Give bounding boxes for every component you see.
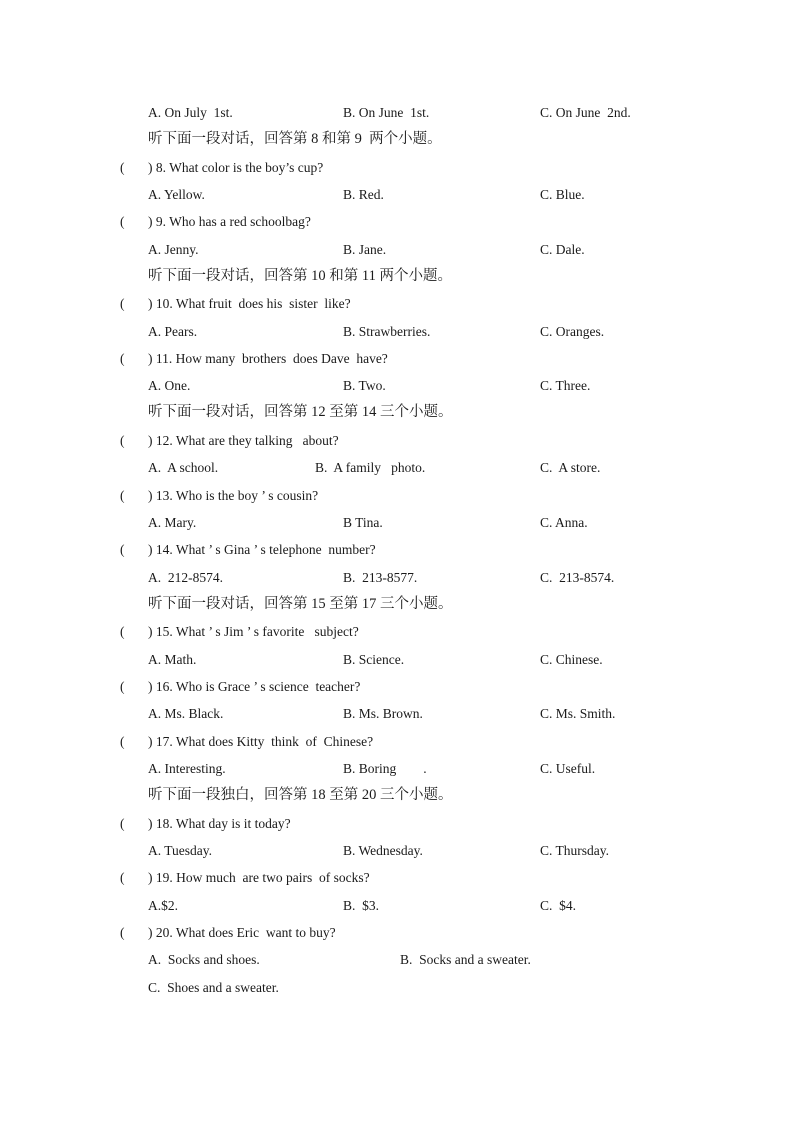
- q13-option-b: B Tina.: [343, 515, 383, 530]
- question-q13: ) 13. Who is the boy ’ s cousin?: [148, 488, 319, 503]
- q11-option-c: C. Three.: [540, 378, 591, 393]
- section-heading-5: 听下面一段独白，回答第 18 至第 20 三个小题。: [148, 787, 453, 803]
- question-q12: ) 12. What are they talking about?: [148, 433, 339, 448]
- question-q20: ) 20. What does Eric want to buy?: [148, 925, 336, 940]
- q11-option-b: B. Two.: [343, 378, 386, 393]
- q7-option-b: B. On June 1st.: [343, 105, 430, 120]
- question-q17: ) 17. What does Kitty think of Chinese?: [148, 734, 374, 749]
- answer-paren-q14: (: [120, 542, 125, 557]
- q7-option-c: C. On June 2nd.: [540, 105, 631, 120]
- question-q18: ) 18. What day is it today?: [148, 816, 291, 831]
- answer-paren-q9: (: [120, 214, 125, 229]
- q19-option-a: A.$2.: [148, 898, 178, 913]
- section-heading-1: 听下面一段对话，回答第 8 和第 9 两个小题。: [148, 131, 442, 147]
- question-q19: ) 19. How much are two pairs of socks?: [148, 870, 370, 885]
- answer-paren-q12: (: [120, 433, 125, 448]
- q8-option-b: B. Red.: [343, 187, 384, 202]
- q15-option-b: B. Science.: [343, 652, 405, 667]
- q16-option-c: C. Ms. Smith.: [540, 706, 616, 721]
- q15-option-c: C. Chinese.: [540, 652, 603, 667]
- q19-option-b: B. $3.: [343, 898, 380, 913]
- question-q14: ) 14. What ’ s Gina ’ s telephone number?: [148, 542, 376, 557]
- q12-option-a: A. A school.: [148, 460, 219, 475]
- section-heading-3: 听下面一段对话，回答第 12 至第 14 三个小题。: [148, 404, 453, 420]
- q17-option-c: C. Useful.: [540, 761, 596, 776]
- q12-option-c: C. A store.: [540, 460, 601, 475]
- answer-paren-q19: (: [120, 870, 125, 885]
- q9-option-c: C. Dale.: [540, 242, 585, 257]
- q13-option-a: A. Mary.: [148, 515, 197, 530]
- q10-option-c: C. Oranges.: [540, 324, 605, 339]
- q13-option-c: C. Anna.: [540, 515, 588, 530]
- question-q10: ) 10. What fruit does his sister like?: [148, 296, 351, 311]
- q8-option-a: A. Yellow.: [148, 187, 205, 202]
- q19-option-c: C. $4.: [540, 898, 577, 913]
- answer-paren-q10: (: [120, 296, 125, 311]
- q20-option-b: B. Socks and a sweater.: [400, 952, 531, 967]
- answer-paren-q20: (: [120, 925, 125, 940]
- answer-paren-q13: (: [120, 488, 125, 503]
- q20-option-a: A. Socks and shoes.: [148, 952, 260, 967]
- q17-option-b: B. Boring .: [343, 761, 427, 776]
- question-q8: ) 8. What color is the boy’s cup?: [148, 160, 324, 175]
- answer-paren-q8: (: [120, 160, 125, 175]
- q14-option-c: C. 213-8574.: [540, 570, 615, 585]
- q12-option-b: B. A family photo.: [315, 460, 426, 475]
- q11-option-a: A. One.: [148, 378, 191, 393]
- answer-paren-q16: (: [120, 679, 125, 694]
- q15-option-a: A. Math.: [148, 652, 197, 667]
- q18-option-c: C. Thursday.: [540, 843, 609, 858]
- q9-option-b: B. Jane.: [343, 242, 387, 257]
- q10-option-a: A. Pears.: [148, 324, 198, 339]
- answer-paren-q17: (: [120, 734, 125, 749]
- q7-option-a: A. On July 1st.: [148, 105, 233, 120]
- question-q16: ) 16. Who is Grace ’ s science teacher?: [148, 679, 361, 694]
- q18-option-b: B. Wednesday.: [343, 843, 423, 858]
- q14-option-a: A. 212-8574.: [148, 570, 223, 585]
- q18-option-a: A. Tuesday.: [148, 843, 213, 858]
- q20-option-c: C. Shoes and a sweater.: [148, 980, 279, 995]
- section-heading-4: 听下面一段对话，回答第 15 至第 17 三个小题。: [148, 596, 453, 612]
- question-q9: ) 9. Who has a red schoolbag?: [148, 214, 311, 229]
- q16-option-a: A. Ms. Black.: [148, 706, 224, 721]
- q9-option-a: A. Jenny.: [148, 242, 199, 257]
- section-heading-2: 听下面一段对话，回答第 10 和第 11 两个小题。: [148, 268, 452, 284]
- answer-paren-q15: (: [120, 624, 125, 639]
- q16-option-b: B. Ms. Brown.: [343, 706, 423, 721]
- question-q15: ) 15. What ’ s Jim ’ s favorite subject?: [148, 624, 359, 639]
- q8-option-c: C. Blue.: [540, 187, 585, 202]
- q17-option-a: A. Interesting.: [148, 761, 226, 776]
- answer-paren-q18: (: [120, 816, 125, 831]
- question-q11: ) 11. How many brothers does Dave have?: [148, 351, 388, 366]
- answer-paren-q11: (: [120, 351, 125, 366]
- q14-option-b: B. 213-8577.: [343, 570, 418, 585]
- q10-option-b: B. Strawberries.: [343, 324, 431, 339]
